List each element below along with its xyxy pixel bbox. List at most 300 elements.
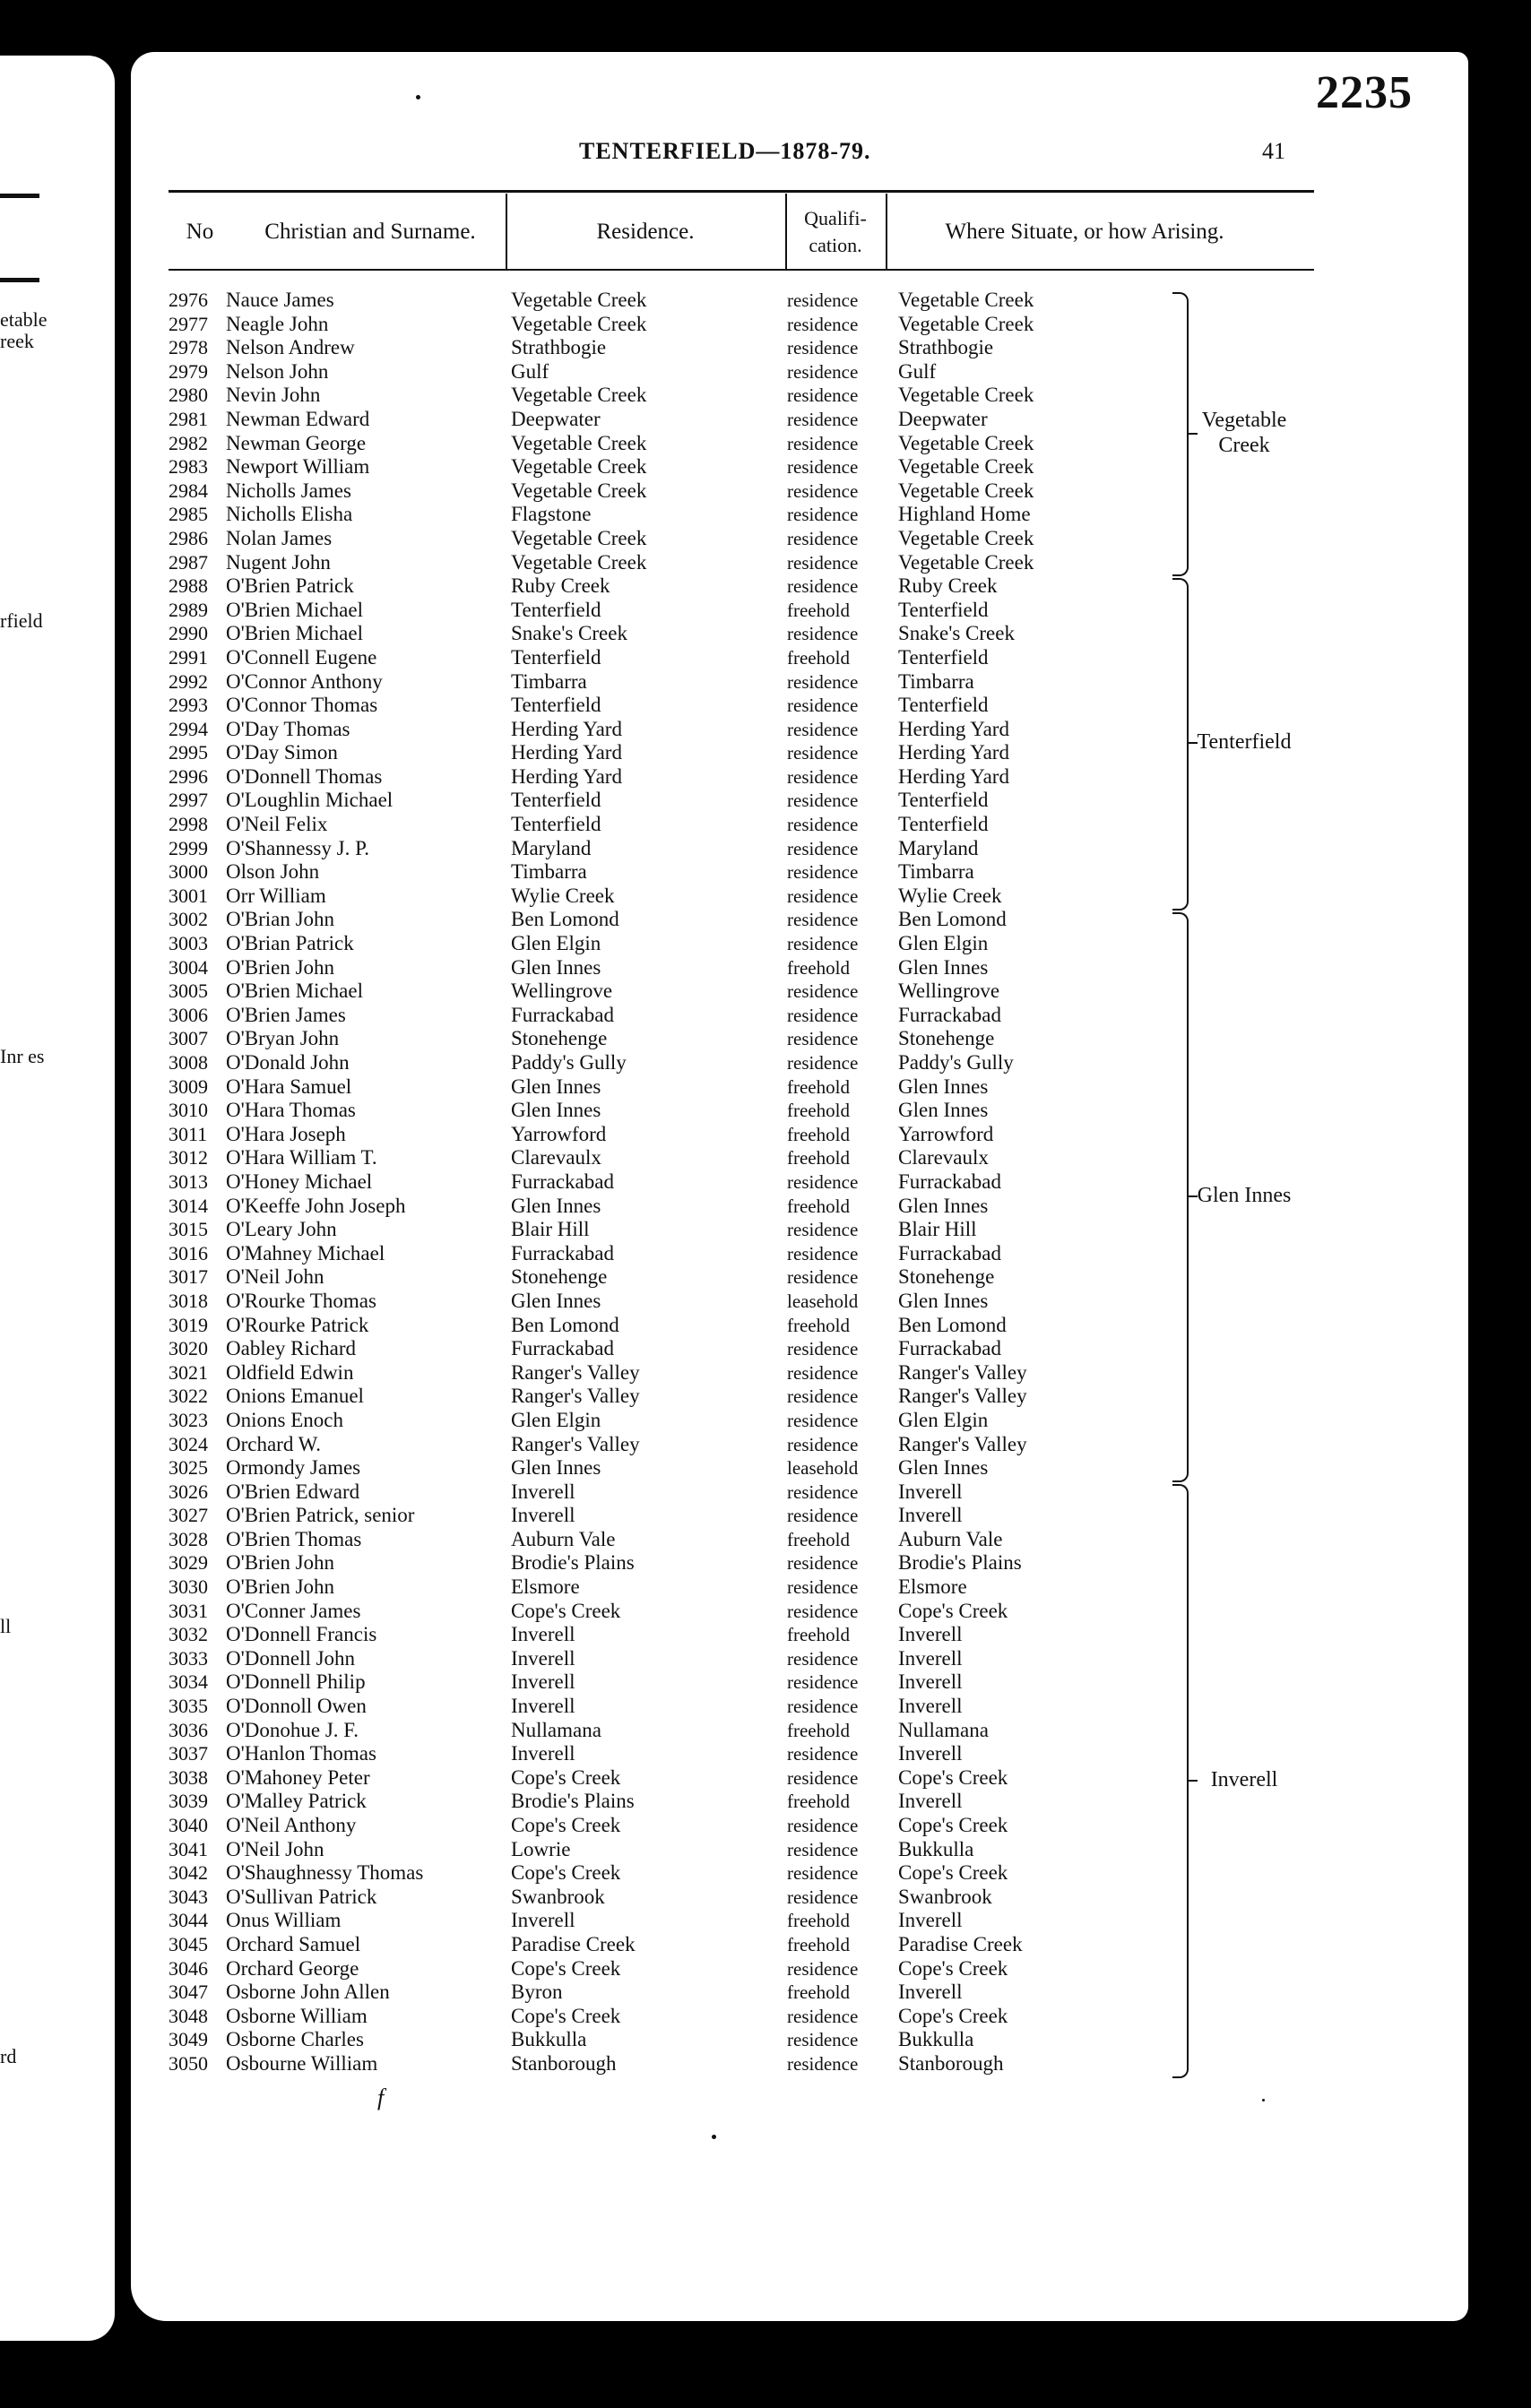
qualification: residence	[787, 670, 859, 693]
entry-number: 3008	[169, 1051, 208, 1074]
residence: Inverell	[511, 1742, 575, 1765]
residence: Tenterfield	[511, 598, 601, 621]
table-row	[169, 1933, 1334, 1957]
christian-and-surname: Orchard W.	[226, 1432, 322, 1455]
christian-and-surname: Oldfield Edwin	[226, 1360, 354, 1384]
qualification: residence	[787, 1743, 859, 1765]
residence: Bukkulla	[511, 2028, 587, 2051]
christian-and-surname: O'Honey Michael	[226, 1169, 373, 1193]
qualification: residence	[787, 551, 859, 574]
residence: Glen Innes	[511, 1194, 601, 1217]
table-row	[169, 1504, 1334, 1528]
entry-number: 3036	[169, 1718, 208, 1741]
residence: Cope's Creek	[511, 1861, 621, 1885]
entry-number: 3017	[169, 1265, 208, 1289]
entry-number: 2978	[169, 336, 208, 359]
left-page-fragment: ll	[0, 1615, 12, 1637]
qualification: residence	[787, 1219, 859, 1241]
christian-and-surname: O'Donald John	[226, 1051, 350, 1074]
qualification: residence	[787, 337, 859, 359]
where-situate: Cope's Creek	[898, 1814, 1008, 1836]
where-situate: Herding Yard	[898, 764, 1009, 788]
entry-number: 2993	[169, 694, 208, 717]
christian-and-surname: Nauce James	[226, 289, 334, 311]
residence: Maryland	[511, 836, 592, 859]
entry-number: 3029	[169, 1551, 208, 1575]
entry-number: 3009	[169, 1075, 208, 1098]
group-label: Vegetable Creek	[1201, 408, 1287, 457]
christian-and-surname: O'Brien Patrick	[226, 574, 354, 598]
christian-and-surname: O'Shannessy J. P.	[226, 836, 370, 859]
qualification: freehold	[787, 1314, 850, 1336]
residence: Wellingrove	[511, 980, 613, 1003]
christian-and-surname: O'Donnell John	[226, 1646, 356, 1670]
residence: Paradise Creek	[511, 1932, 636, 1955]
table-row	[169, 289, 1334, 313]
table-row	[169, 932, 1334, 956]
christian-and-surname: Osbourne William	[226, 2051, 378, 2075]
where-situate: Stonehenge	[898, 1027, 995, 1050]
qualification: residence	[787, 885, 859, 907]
table-row	[169, 1886, 1334, 1910]
entry-number: 2983	[169, 455, 208, 479]
where-situate: Inverell	[898, 1909, 963, 1932]
where-situate: Cope's Creek	[898, 1861, 1008, 1885]
where-situate: Tenterfield	[898, 694, 989, 717]
qualification: freehold	[787, 646, 850, 669]
residence: Vegetable Creek	[511, 312, 647, 335]
residence: Herding Yard	[511, 741, 622, 764]
christian-and-surname: O'Connor Thomas	[226, 694, 378, 717]
group-brace	[1172, 292, 1189, 576]
residence: Glen Innes	[511, 1456, 601, 1480]
entry-number: 2990	[169, 622, 208, 645]
christian-and-surname: Nolan James	[226, 526, 333, 549]
entry-number: 2985	[169, 503, 208, 526]
entry-number: 3038	[169, 1765, 208, 1789]
residence: Ruby Creek	[511, 574, 610, 598]
christian-and-surname: Nicholls Elisha	[226, 503, 353, 526]
christian-and-surname: Olson John	[226, 860, 320, 884]
residence: Brodie's Plains	[511, 1790, 635, 1813]
qualification: residence	[787, 360, 859, 383]
where-situate: Timbarra	[898, 860, 974, 884]
qualification: residence	[787, 1600, 859, 1622]
where-situate: Tenterfield	[898, 645, 989, 669]
where-situate: Nullamana	[898, 1718, 989, 1741]
christian-and-surname: O'Hanlon Thomas	[226, 1742, 376, 1765]
entry-number: 3046	[169, 1956, 208, 1980]
residence: Brodie's Plains	[511, 1551, 635, 1575]
christian-and-surname: O'Day Thomas	[226, 717, 350, 740]
table-row	[169, 384, 1334, 408]
residence: Herding Yard	[511, 764, 622, 788]
christian-and-surname: O'Donnoll Owen	[226, 1695, 367, 1718]
residence: Inverell	[511, 1504, 575, 1527]
entry-number: 3033	[169, 1646, 208, 1670]
where-situate: Maryland	[898, 836, 979, 859]
table-row	[169, 574, 1334, 599]
qualification: residence	[787, 1862, 859, 1885]
where-situate: Brodie's Plains	[898, 1551, 1022, 1575]
table-row	[169, 1242, 1334, 1266]
qualification: leasehold	[787, 1457, 859, 1480]
speck	[1262, 2099, 1265, 2102]
table-row	[169, 2005, 1334, 2029]
table-row	[169, 360, 1334, 384]
residence: Lowrie	[511, 1837, 571, 1860]
where-situate: Clarevaulx	[898, 1146, 989, 1169]
where-situate: Furrackabad	[898, 1241, 1001, 1264]
header-rule-top	[169, 190, 1314, 193]
residence: Cope's Creek	[511, 1599, 621, 1622]
page-number: 2235	[1316, 67, 1413, 118]
residence: Furrackabad	[511, 1241, 614, 1264]
qualification: residence	[787, 814, 859, 836]
where-situate: Inverell	[898, 1790, 963, 1813]
entry-number: 3013	[169, 1169, 208, 1193]
entry-number: 3049	[169, 2028, 208, 2051]
residence: Strathbogie	[511, 336, 607, 359]
qualification: residence	[787, 1052, 859, 1074]
christian-and-surname: Oabley Richard	[226, 1337, 356, 1360]
residence: Elsmore	[511, 1575, 580, 1599]
christian-and-surname: Osborne William	[226, 2004, 368, 2027]
table-row	[169, 1957, 1334, 1981]
christian-and-surname: O'Conner James	[226, 1599, 361, 1622]
column-header-qualification: Qualifi- cation.	[804, 207, 867, 256]
table-row	[169, 813, 1334, 837]
table-row	[169, 980, 1334, 1004]
where-situate: Snake's Creek	[898, 622, 1015, 645]
where-situate: Glen Innes	[898, 1289, 989, 1312]
where-situate: Glen Innes	[898, 1456, 989, 1480]
qualification: residence	[787, 479, 859, 502]
where-situate: Inverell	[898, 1695, 963, 1718]
qualification: freehold	[787, 1075, 850, 1098]
qualification: residence	[787, 2005, 859, 2027]
entry-number: 2997	[169, 789, 208, 812]
where-situate: Vegetable Creek	[898, 384, 1034, 407]
entry-number: 3001	[169, 884, 208, 907]
christian-and-surname: Osborne Charles	[226, 2028, 364, 2051]
table-row	[169, 670, 1334, 695]
entry-number: 3031	[169, 1599, 208, 1622]
entry-number: 3042	[169, 1861, 208, 1885]
residence: Byron	[511, 1981, 563, 2004]
where-situate: Vegetable Creek	[898, 289, 1034, 311]
where-situate: Vegetable Creek	[898, 455, 1034, 479]
entry-number: 3026	[169, 1480, 208, 1503]
table-row	[169, 1099, 1334, 1123]
qualification: freehold	[787, 1195, 850, 1217]
qualification: residence	[787, 1766, 859, 1789]
table-row	[169, 1647, 1334, 1671]
table-row	[169, 455, 1334, 479]
where-situate: Cope's Creek	[898, 1765, 1008, 1789]
left-page-rule	[0, 194, 39, 198]
residence: Timbarra	[511, 860, 587, 884]
qualification: freehold	[787, 1910, 850, 1932]
residence: Tenterfield	[511, 694, 601, 717]
residence: Nullamana	[511, 1718, 601, 1741]
table-row	[169, 622, 1334, 646]
qualification: freehold	[787, 1624, 850, 1646]
where-situate: Auburn Vale	[898, 1527, 1003, 1550]
qualification: residence	[787, 1338, 859, 1360]
entry-number: 3025	[169, 1456, 208, 1480]
table-row	[169, 765, 1334, 790]
speck	[416, 95, 420, 99]
where-situate: Elsmore	[898, 1575, 967, 1599]
where-situate: Ben Lomond	[898, 908, 1007, 931]
qualification: residence	[787, 1028, 859, 1050]
entry-number: 3016	[169, 1241, 208, 1264]
entry-number: 3028	[169, 1527, 208, 1550]
qualification: residence	[787, 790, 859, 812]
column-header-where: Where Situate, or how Arising.	[945, 220, 1224, 244]
christian-and-surname: Newman George	[226, 431, 367, 454]
where-situate: Deepwater	[898, 407, 988, 430]
christian-and-surname: O'Sullivan Patrick	[226, 1885, 377, 1908]
residence: Vegetable Creek	[511, 289, 647, 311]
entry-number: 3034	[169, 1670, 208, 1694]
table-row	[169, 551, 1334, 575]
entry-number: 3027	[169, 1504, 208, 1527]
table-row	[169, 1623, 1334, 1647]
residence: Vegetable Creek	[511, 384, 647, 407]
where-situate: Ranger's Valley	[898, 1360, 1027, 1384]
residence: Tenterfield	[511, 789, 601, 812]
christian-and-surname: Newman Edward	[226, 407, 370, 430]
table-row	[169, 956, 1334, 980]
entry-number: 3006	[169, 1003, 208, 1026]
table-row	[169, 837, 1334, 861]
table-row	[169, 1909, 1334, 1933]
qualification: freehold	[787, 1791, 850, 1813]
residence: Furrackabad	[511, 1337, 614, 1360]
christian-and-surname: O'Neil Anthony	[226, 1814, 357, 1836]
table-row	[169, 503, 1334, 527]
where-situate: Stonehenge	[898, 1265, 995, 1289]
residence: Snake's Creek	[511, 622, 627, 645]
entry-number: 2992	[169, 669, 208, 693]
group-brace	[1172, 578, 1189, 910]
entry-number: 3011	[169, 1122, 208, 1145]
entry-number: 2996	[169, 764, 208, 788]
table-row	[169, 1456, 1334, 1480]
qualification: leasehold	[787, 1290, 859, 1312]
qualification: residence	[787, 408, 859, 430]
christian-and-surname: O'Brien Michael	[226, 622, 363, 645]
christian-and-surname: O'Brien John	[226, 1575, 335, 1599]
where-situate: Swanbrook	[898, 1885, 992, 1908]
entry-number: 2998	[169, 813, 208, 836]
table-row	[169, 1075, 1334, 1100]
table-row	[169, 1004, 1334, 1028]
qualification: residence	[787, 861, 859, 884]
left-page-fragment: rfield	[0, 609, 43, 632]
qualification: residence	[787, 384, 859, 407]
entry-number: 3044	[169, 1909, 208, 1932]
entry-number: 2979	[169, 359, 208, 383]
christian-and-surname: O'Rourke Patrick	[226, 1313, 369, 1336]
residence: Tenterfield	[511, 813, 601, 836]
table-row	[169, 789, 1334, 813]
qualification: freehold	[787, 599, 850, 621]
residence: Gulf	[511, 359, 549, 383]
qualification: residence	[787, 1552, 859, 1575]
where-situate: Glen Innes	[898, 1194, 989, 1217]
christian-and-surname: O'Neil John	[226, 1265, 324, 1289]
entry-number: 3003	[169, 932, 208, 955]
qualification: residence	[787, 1385, 859, 1408]
entry-number: 2987	[169, 550, 208, 574]
table-row	[169, 1480, 1334, 1505]
qualification: residence	[787, 527, 859, 549]
entry-number: 3000	[169, 860, 208, 884]
table-row	[169, 1146, 1334, 1170]
christian-and-surname: Nevin John	[226, 384, 321, 407]
table-row	[169, 527, 1334, 551]
entry-number: 3012	[169, 1146, 208, 1169]
table-row	[169, 599, 1334, 623]
qualification: residence	[787, 765, 859, 788]
christian-and-surname: O'Brien Thomas	[226, 1527, 362, 1550]
where-situate: Strathbogie	[898, 336, 994, 359]
qualification: residence	[787, 1696, 859, 1718]
where-situate: Inverell	[898, 1480, 963, 1503]
column-header-residence: Residence.	[596, 220, 695, 244]
table-row	[169, 1790, 1334, 1814]
entry-number: 3039	[169, 1790, 208, 1813]
christian-and-surname: O'Day Simon	[226, 741, 338, 764]
where-situate: Vegetable Creek	[898, 550, 1034, 574]
table-row	[169, 1695, 1334, 1719]
qualification: residence	[787, 432, 859, 454]
christian-and-surname: Nicholls James	[226, 479, 351, 502]
where-situate: Cope's Creek	[898, 2004, 1008, 2027]
qualification: residence	[787, 1409, 859, 1431]
christian-and-surname: O'Brien James	[226, 1003, 346, 1026]
qualification: freehold	[787, 1528, 850, 1550]
where-situate: Vegetable Creek	[898, 526, 1034, 549]
residence: Cope's Creek	[511, 1814, 621, 1836]
table-row	[169, 2052, 1334, 2076]
qualification: residence	[787, 504, 859, 526]
christian-and-surname: O'Mahney Michael	[226, 1241, 385, 1264]
residence: Furrackabad	[511, 1003, 614, 1026]
table-row	[169, 1027, 1334, 1051]
qualification: freehold	[787, 1100, 850, 1122]
christian-and-surname: Nelson John	[226, 359, 329, 383]
entry-number: 3022	[169, 1385, 208, 1408]
christian-and-surname: O'Loughlin Michael	[226, 789, 394, 812]
residence: Cope's Creek	[511, 2004, 621, 2027]
qualification: residence	[787, 1433, 859, 1455]
entry-number: 3048	[169, 2004, 208, 2027]
where-situate: Glen Innes	[898, 1075, 989, 1098]
christian-and-surname: O'Rourke Thomas	[226, 1289, 376, 1312]
entry-number: 2999	[169, 836, 208, 859]
christian-and-surname: Neagle John	[226, 312, 329, 335]
where-situate: Ranger's Valley	[898, 1432, 1027, 1455]
residence: Deepwater	[511, 407, 601, 430]
table-row	[169, 1361, 1334, 1385]
where-situate: Tenterfield	[898, 813, 989, 836]
where-situate: Timbarra	[898, 669, 974, 693]
christian-and-surname: O'Brien Patrick, senior	[226, 1504, 415, 1527]
where-situate: Blair Hill	[898, 1218, 977, 1241]
residence: Wylie Creek	[511, 884, 615, 907]
table-row	[169, 1600, 1334, 1624]
christian-and-surname: O'Bryan John	[226, 1027, 340, 1050]
qualification: freehold	[787, 1123, 850, 1145]
table-row	[169, 646, 1334, 670]
entry-number: 3043	[169, 1885, 208, 1908]
entry-number: 3015	[169, 1218, 208, 1241]
christian-and-surname: O'Shaughnessy Thomas	[226, 1861, 424, 1885]
residence: Vegetable Creek	[511, 431, 647, 454]
qualification: residence	[787, 1242, 859, 1264]
table-row	[169, 1195, 1334, 1219]
christian-and-surname: O'Hara William T.	[226, 1146, 377, 1169]
table-row	[169, 718, 1334, 742]
residence: Glen Innes	[511, 1099, 601, 1122]
christian-and-surname: Onions Enoch	[226, 1408, 343, 1431]
signature-mark: f	[377, 2084, 385, 2110]
christian-and-surname: Orchard Samuel	[226, 1932, 361, 1955]
table-row	[169, 313, 1334, 337]
register-page	[131, 52, 1468, 2321]
left-page-fragment: Inr es	[0, 1045, 45, 1067]
qualification: residence	[787, 575, 859, 598]
table-row	[169, 885, 1334, 909]
qualification: residence	[787, 1361, 859, 1384]
residence: Ranger's Valley	[511, 1432, 640, 1455]
where-situate: Inverell	[898, 1981, 963, 2004]
table-row	[169, 1385, 1334, 1409]
qualification: residence	[787, 1170, 859, 1193]
qualification: residence	[787, 1004, 859, 1026]
residence: Inverell	[511, 1670, 575, 1694]
where-situate: Vegetable Creek	[898, 479, 1034, 502]
christian-and-surname: O'Donnell Thomas	[226, 764, 383, 788]
table-row	[169, 1861, 1334, 1886]
christian-and-surname: O'Donohue J. F.	[226, 1718, 359, 1741]
entry-number: 3019	[169, 1313, 208, 1336]
christian-and-surname: O'Hara Joseph	[226, 1122, 346, 1145]
residence: Vegetable Creek	[511, 455, 647, 479]
residence: Inverell	[511, 1646, 575, 1670]
table-row	[169, 1051, 1334, 1075]
entry-number: 3045	[169, 1932, 208, 1955]
residence: Glen Elgin	[511, 932, 601, 955]
christian-and-surname: O'Donnell Francis	[226, 1623, 377, 1646]
christian-and-surname: O'Brien Edward	[226, 1480, 360, 1503]
table-row	[169, 1337, 1334, 1361]
qualification: residence	[787, 1647, 859, 1670]
where-situate: Inverell	[898, 1670, 963, 1694]
where-situate: Wylie Creek	[898, 884, 1002, 907]
left-page-fragment: rd	[0, 2045, 17, 2067]
qualification: residence	[787, 980, 859, 1003]
left-page-fragment: etable	[0, 308, 48, 331]
column-header-no: No	[186, 220, 214, 244]
entry-number: 2995	[169, 741, 208, 764]
qualification: residence	[787, 1266, 859, 1289]
christian-and-surname: O'Neil Felix	[226, 813, 328, 836]
